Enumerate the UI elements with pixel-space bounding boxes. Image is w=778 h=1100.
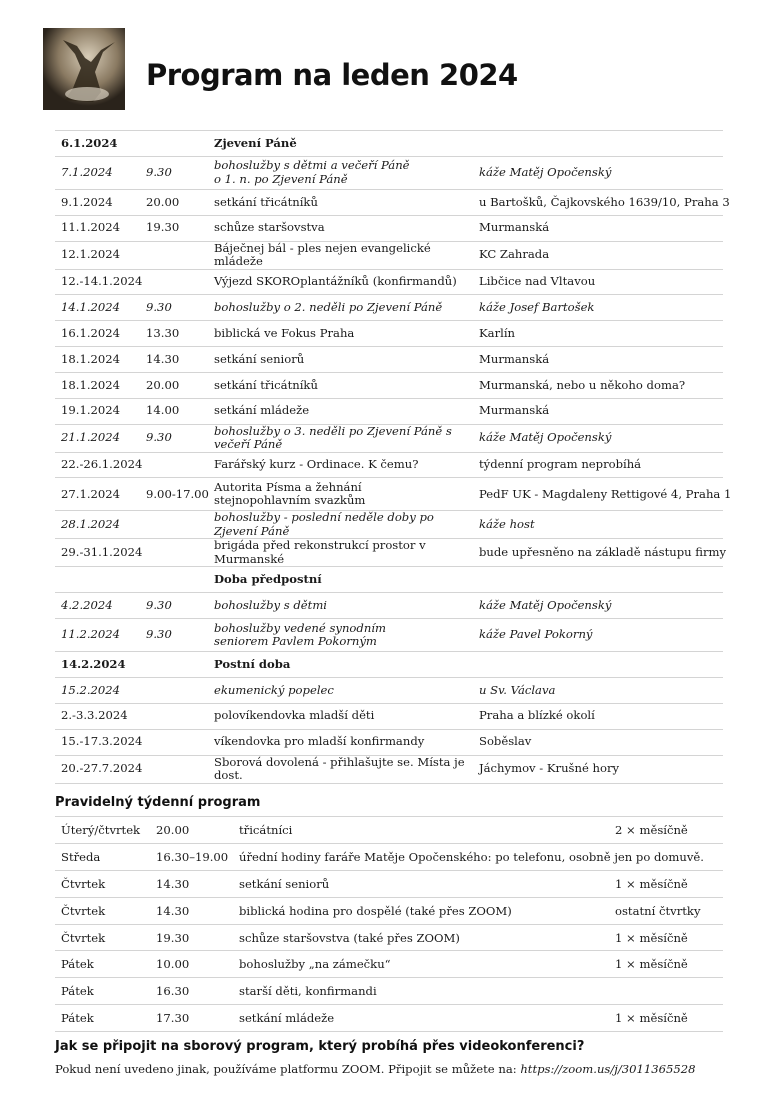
event-name: schůze staršovstva: [208, 215, 473, 241]
event-name: setkání třicátníků: [208, 189, 473, 215]
event-place: káže Matěj Opočenský: [473, 156, 723, 189]
event-place: Jáchymov - Krušné hory: [473, 755, 723, 783]
weekly-event: starší děti, konfirmandi: [233, 978, 723, 1005]
weekly-time: 20.00: [150, 817, 233, 844]
weekly-day: Pátek: [55, 978, 150, 1005]
schedule-table: [55, 130, 732, 784]
schedule-row: [55, 652, 723, 678]
schedule-row: [55, 215, 723, 241]
event-date: 11.2.2024: [55, 619, 140, 652]
event-place: týdenní program neprobíhá: [473, 452, 723, 478]
event-time: 9.30: [140, 619, 208, 652]
page-title: Program na leden 2024: [146, 58, 518, 92]
weekly-row: [55, 870, 723, 897]
event-date: 14.1.2024: [55, 295, 140, 321]
event-date: [55, 567, 140, 593]
event-name: Postní doba: [208, 652, 473, 678]
weekly-program-table: [55, 816, 723, 1032]
schedule-row: [55, 677, 723, 703]
event-place: bude upřesněno na základě nástupu firmy: [473, 539, 723, 567]
event-date: 22.-26.1.2024: [55, 452, 140, 478]
weekly-row: [55, 951, 723, 978]
event-name: Autorita Písma a žehnání stejnopohlavním svazkům: [208, 478, 473, 511]
schedule-row: [55, 241, 723, 269]
weekly-row: [55, 978, 723, 1005]
event-time: 20.00: [140, 372, 208, 398]
event-name: bohoslužby vedené synodním seniorem Pavlem Pokorným: [208, 619, 473, 652]
weekly-day: Středa: [55, 843, 150, 870]
weekly-day: Pátek: [55, 1005, 150, 1032]
schedule-row: [55, 567, 723, 593]
event-name: biblická ve Fokus Praha: [208, 321, 473, 347]
schedule-row: [55, 539, 723, 567]
zoom-link[interactable]: https://zoom.us/j/3011365528: [520, 1062, 696, 1076]
event-place: [473, 131, 723, 157]
event-time: [140, 539, 208, 567]
event-name: bohoslužby s dětmi a večeří Páně o 1. n. po Zjevení Páně: [208, 156, 473, 189]
weekly-frequency: 1 × měsíčně: [609, 1005, 723, 1032]
zoom-info-sentence: Pokud není uvedeno jinak, používáme platformu ZOOM. Připojit se můžete na:: [55, 1062, 521, 1076]
event-date: 9.1.2024: [55, 189, 140, 215]
schedule-row: [55, 321, 723, 347]
event-date: 12.1.2024: [55, 241, 140, 269]
schedule-row: [55, 295, 723, 321]
weekly-program-title: Pravidelný týdenní program: [55, 795, 261, 810]
weekly-event: biblická hodina pro dospělé (také přes ZOOM): [233, 897, 609, 924]
event-name: brigáda před rekonstrukcí prostor v Murmanské: [208, 539, 473, 567]
weekly-time: 10.00: [150, 951, 233, 978]
event-time: [140, 755, 208, 783]
schedule-row: [55, 372, 723, 398]
event-name: Farářský kurz - Ordinace. K čemu?: [208, 452, 473, 478]
event-name: bohoslužby s dětmi: [208, 593, 473, 619]
event-place: Murmanská: [473, 215, 723, 241]
weekly-event: setkání mládeže: [233, 1005, 609, 1032]
event-name: Výjezd SKOROplantážníků (konfirmandů): [208, 269, 473, 295]
schedule-row: [55, 347, 723, 373]
event-date: 19.1.2024: [55, 398, 140, 424]
event-place: PedF UK - Magdaleny Rettigové 4, Praha 1: [473, 478, 723, 511]
weekly-frequency: 1 × měsíčně: [609, 924, 723, 951]
weekly-event: setkání seniorů: [233, 870, 609, 897]
weekly-time: 19.30: [150, 924, 233, 951]
event-date: 11.1.2024: [55, 215, 140, 241]
event-name: setkání třicátníků: [208, 372, 473, 398]
event-place: u Bartošků, Čajkovského 1639/10, Praha 3: [473, 189, 723, 215]
weekly-row: [55, 817, 723, 844]
event-name: bohoslužby o 3. neděli po Zjevení Páně s večeří Páně: [208, 424, 473, 452]
event-place: Praha a blízké okolí: [473, 703, 723, 729]
schedule-row: [55, 729, 723, 755]
event-date: 15.2.2024: [55, 677, 140, 703]
weekly-day: Čtvrtek: [55, 870, 150, 897]
event-place: [473, 652, 723, 678]
event-date: 6.1.2024: [55, 131, 140, 157]
event-place: Murmanská: [473, 347, 723, 373]
event-time: [140, 677, 208, 703]
event-time: [140, 452, 208, 478]
weekly-event: úřední hodiny faráře Matěje Opočenského: po telefonu, osobně jen po domuvě.: [233, 843, 723, 870]
schedule-row: [55, 619, 723, 652]
schedule-row: [55, 478, 723, 511]
event-name: Zjevení Páně: [208, 131, 473, 157]
event-time: [140, 652, 208, 678]
weekly-day: Úterý/čtvrtek: [55, 817, 150, 844]
event-name: polovíkendovka mladší děti: [208, 703, 473, 729]
schedule-row: [55, 156, 723, 189]
schedule-row: [55, 703, 723, 729]
schedule-row: [55, 398, 723, 424]
event-name: setkání seniorů: [208, 347, 473, 373]
zoom-info-text: [55, 1062, 696, 1076]
event-place: Soběslav: [473, 729, 723, 755]
event-time: 13.30: [140, 321, 208, 347]
event-time: 20.00: [140, 189, 208, 215]
weekly-event: schůze staršovstva (také přes ZOOM): [233, 924, 609, 951]
weekly-day: Čtvrtek: [55, 897, 150, 924]
event-time: [140, 567, 208, 593]
event-time: [140, 729, 208, 755]
schedule-row: [55, 593, 723, 619]
event-name: ekumenický popelec: [208, 677, 473, 703]
event-date: 16.1.2024: [55, 321, 140, 347]
weekly-day: Pátek: [55, 951, 150, 978]
event-time: [140, 511, 208, 539]
event-place: káže Matěj Opočenský: [473, 593, 723, 619]
event-place: Murmanská, nebo u někoho doma?: [473, 372, 723, 398]
event-date: 15.-17.3.2024: [55, 729, 140, 755]
weekly-day: Čtvrtek: [55, 924, 150, 951]
event-place: káže Pavel Pokorný: [473, 619, 723, 652]
schedule-row: [55, 424, 723, 452]
event-time: 19.30: [140, 215, 208, 241]
event-name: Sborová dovolená - přihlašujte se. Místa je dost.: [208, 755, 473, 783]
event-time: 9.30: [140, 593, 208, 619]
event-time: 9.30: [140, 424, 208, 452]
event-name: víkendovka pro mladší konfirmandy: [208, 729, 473, 755]
event-date: 21.1.2024: [55, 424, 140, 452]
event-date: 27.1.2024: [55, 478, 140, 511]
weekly-event: bohoslužby „na zámečku“: [233, 951, 609, 978]
event-date: 29.-31.1.2024: [55, 539, 140, 567]
event-time: 14.00: [140, 398, 208, 424]
event-date: 12.-14.1.2024: [55, 269, 140, 295]
event-time: 14.30: [140, 347, 208, 373]
schedule-row: [55, 131, 723, 157]
schedule-row: [55, 269, 723, 295]
weekly-event: třicátníci: [233, 817, 609, 844]
event-time: 9.00-17.00: [140, 478, 208, 511]
weekly-frequency: 1 × měsíčně: [609, 870, 723, 897]
event-date: 20.-27.7.2024: [55, 755, 140, 783]
event-time: [140, 703, 208, 729]
weekly-row: [55, 1005, 723, 1032]
event-name: bohoslužby - poslední neděle doby po Zjevení Páně: [208, 511, 473, 539]
event-place: Karlín: [473, 321, 723, 347]
event-name: bohoslužby o 2. neděli po Zjevení Páně: [208, 295, 473, 321]
schedule-row: [55, 755, 723, 783]
event-name: Doba předpostní: [208, 567, 473, 593]
event-time: [140, 131, 208, 157]
weekly-row: [55, 843, 723, 870]
event-date: 7.1.2024: [55, 156, 140, 189]
event-time: [140, 269, 208, 295]
event-place: káže Matěj Opočenský: [473, 424, 723, 452]
event-time: 9.30: [140, 156, 208, 189]
weekly-frequency: 2 × měsíčně: [609, 817, 723, 844]
schedule-row: [55, 452, 723, 478]
weekly-row: [55, 924, 723, 951]
weekly-frequency: ostatní čtvrtky: [609, 897, 723, 924]
event-date: 18.1.2024: [55, 372, 140, 398]
weekly-row: [55, 897, 723, 924]
logo-image: [43, 28, 125, 110]
schedule-row: [55, 511, 723, 539]
weekly-time: 16.30–19.00: [150, 843, 233, 870]
event-name: setkání mládeže: [208, 398, 473, 424]
event-place: Libčice nad Vltavou: [473, 269, 723, 295]
event-date: 14.2.2024: [55, 652, 140, 678]
event-date: 4.2.2024: [55, 593, 140, 619]
event-place: u Sv. Václava: [473, 677, 723, 703]
schedule-row: [55, 189, 723, 215]
event-place: káže Josef Bartošek: [473, 295, 723, 321]
zoom-info-title: Jak se připojit na sborový program, který probíhá přes videokonferenci?: [55, 1039, 585, 1054]
weekly-time: 14.30: [150, 870, 233, 897]
event-place: Murmanská: [473, 398, 723, 424]
weekly-time: 17.30: [150, 1005, 233, 1032]
event-place: KC Zahrada: [473, 241, 723, 269]
weekly-frequency: 1 × měsíčně: [609, 951, 723, 978]
event-date: 18.1.2024: [55, 347, 140, 373]
event-place: [473, 567, 723, 593]
event-date: 2.-3.3.2024: [55, 703, 140, 729]
weekly-time: 14.30: [150, 897, 233, 924]
event-name: Báječnej bál - ples nejen evangelické mládeže: [208, 241, 473, 269]
event-date: 28.1.2024: [55, 511, 140, 539]
event-place: káže host: [473, 511, 723, 539]
weekly-time: 16.30: [150, 978, 233, 1005]
event-time: 9.30: [140, 295, 208, 321]
event-time: [140, 241, 208, 269]
